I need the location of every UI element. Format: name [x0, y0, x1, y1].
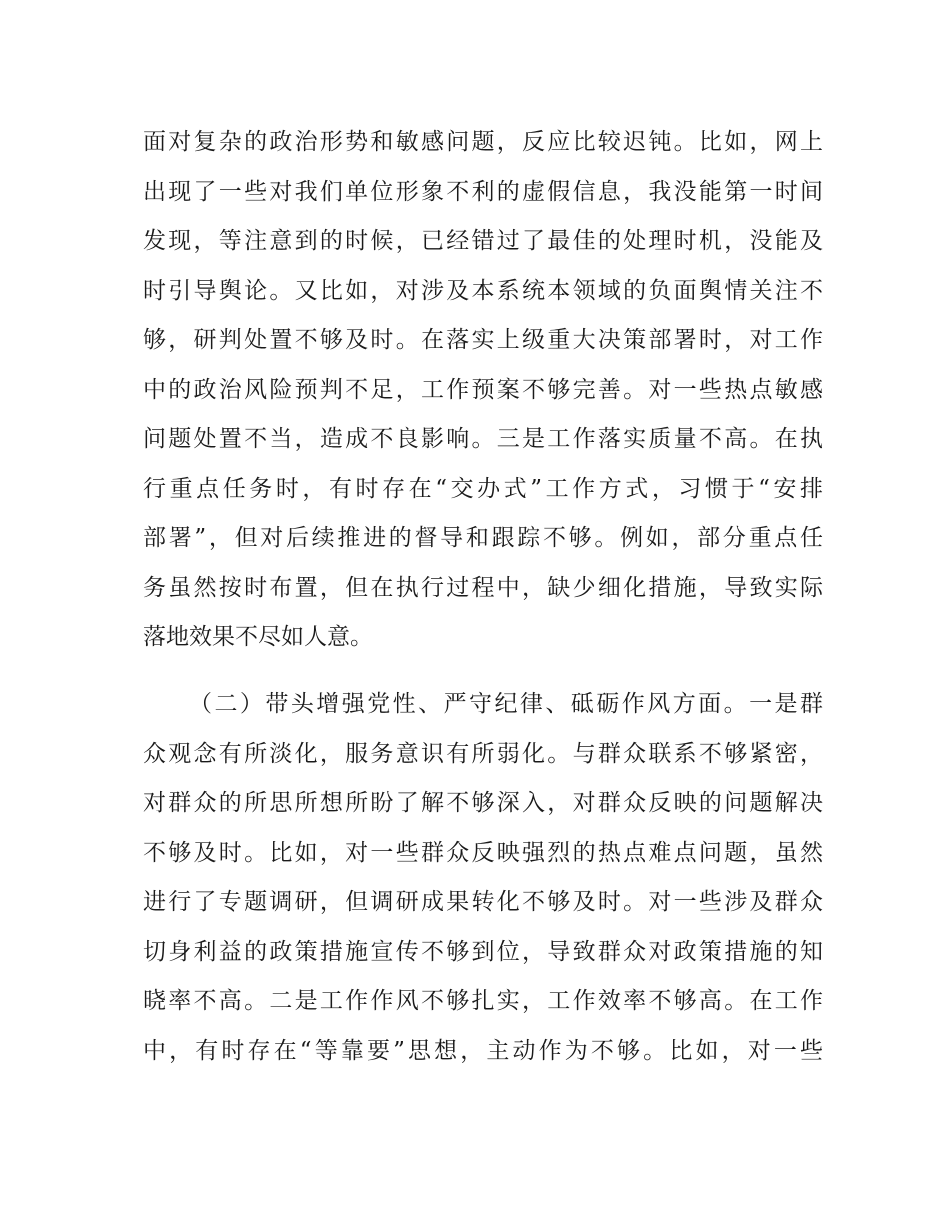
- paragraph-1-line: 发现，等注意到的时候，已经错过了最佳的处理时机，没能及: [143, 228, 823, 254]
- paragraph-1-line: 部署”，但对后续推进的督导和跟踪不够。例如，部分重点任: [143, 525, 823, 551]
- paragraph-1-line: 落地效果不尽如人意。: [143, 624, 373, 650]
- paragraph-2-line: 晓率不高。二是工作作风不够扎实，工作效率不够高。在工作: [143, 988, 823, 1014]
- paragraph-1-line: 中的政治风险预判不足，工作预案不够完善。对一些热点敏感: [143, 376, 823, 403]
- paragraph-2-line: 对群众的所思所想所盼了解不够深入，对群众反映的问题解决: [143, 790, 823, 816]
- paragraph-1-line: 务虽然按时布置，但在执行过程中，缺少细化措施，导致实际: [143, 574, 823, 601]
- paragraph-1-line: 面对复杂的政治形势和敏感问题，反应比较迟钝。比如，网上: [143, 129, 823, 155]
- paragraph-2: [143, 680, 823, 1076]
- paragraph-2-line: 切身利益的政策措施宣传不够到位，导致群众对政策措施的知: [143, 938, 823, 965]
- paragraph-1: [143, 118, 823, 663]
- paragraph-1-line: 问题处置不当，造成不良影响。三是工作落实质量不高。在执: [143, 426, 823, 452]
- paragraph-1-line: 出现了一些对我们单位形象不利的虚假信息，我没能第一时间: [143, 178, 823, 205]
- paragraph-2-line: 众观念有所淡化，服务意识有所弱化。与群众联系不够紧密，: [143, 740, 823, 767]
- paragraph-1-line: 行重点任务时，有时存在“交办式”工作方式，习惯于“安排: [143, 475, 823, 502]
- paragraph-2-line: 进行了专题调研，但调研成果转化不够及时。对一些涉及群众: [143, 889, 823, 915]
- paragraph-2-line: 不够及时。比如，对一些群众反映强烈的热点难点问题，虽然: [143, 839, 823, 866]
- paragraph-1-line: 够，研判处置不够及时。在落实上级重大决策部署时，对工作: [143, 327, 823, 353]
- paragraph-1-line: 时引导舆论。又比如，对涉及本系统本领域的负面舆情关注不: [143, 277, 823, 304]
- paragraph-2-line: 中，有时存在“等靠要”思想，主动作为不够。比如，对一些: [143, 1037, 823, 1064]
- paragraph-2-heading-line: （二）带头增强党性、严守纪律、砥砺作风方面。一是群: [189, 691, 823, 717]
